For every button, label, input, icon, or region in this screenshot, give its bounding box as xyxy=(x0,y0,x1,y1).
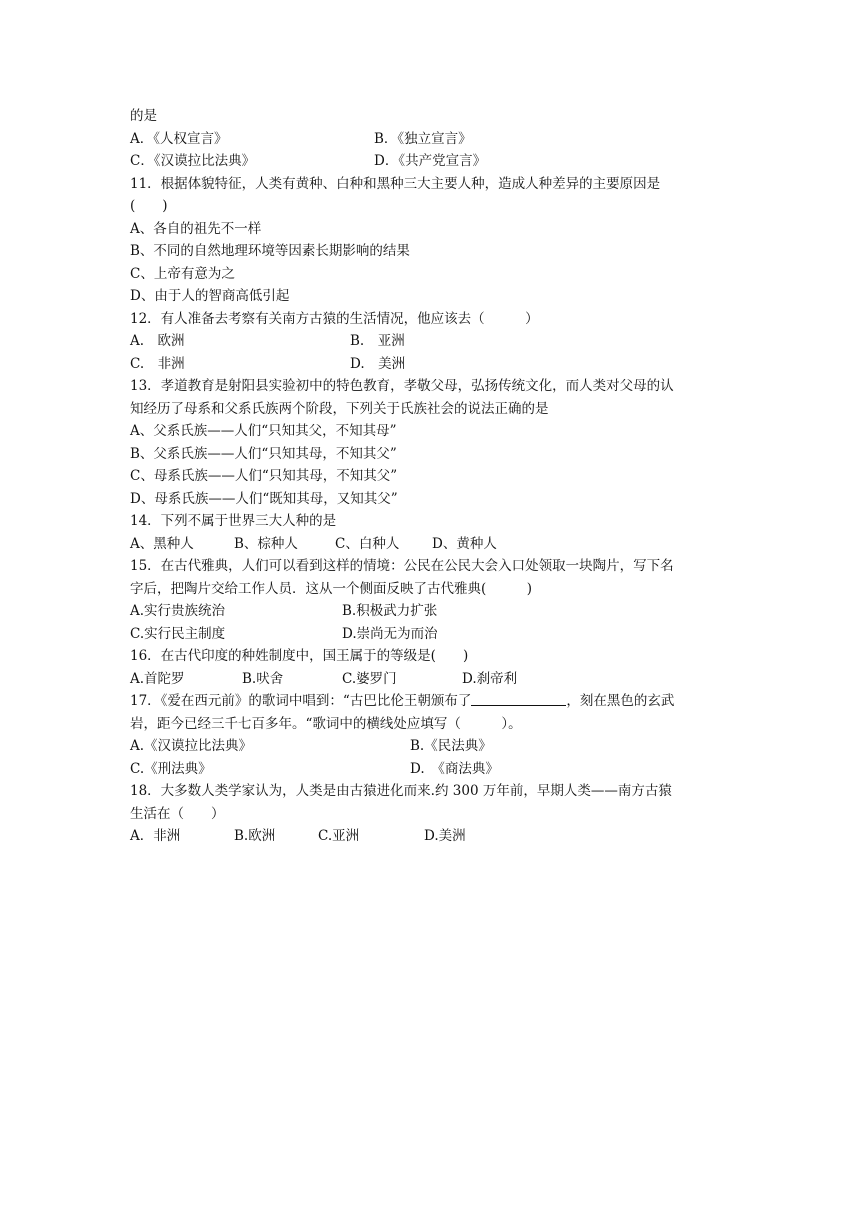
option-a: A．非洲 xyxy=(130,828,181,844)
option-d: D.崇尚无为而治 xyxy=(342,625,438,642)
option-row xyxy=(130,150,742,173)
option-d: D．《共产党宣言》 xyxy=(374,153,487,169)
option-d: D.美洲 xyxy=(424,828,466,844)
option-d: D、母系氏族——人们“既知其母，又知其父” xyxy=(130,490,398,507)
question-11-paren: ( ) xyxy=(130,198,168,214)
option-b: B.欧洲 xyxy=(234,828,276,844)
option-row xyxy=(130,353,742,376)
option-row xyxy=(130,668,742,691)
question-11-stem: 11．根据体貌特征，人类有黄种、白种和黑种三大主要人种，造成人种差异的主要原因是 xyxy=(130,175,661,192)
option-b: B．《独立宣言》 xyxy=(374,130,472,147)
option-b: B.《民法典》 xyxy=(410,738,492,754)
question-list xyxy=(130,105,742,848)
option-row xyxy=(130,600,742,623)
option-d: D.刹帝利 xyxy=(462,670,518,687)
question-18-stem: 18．大多数人类学家认为，人类是由古猿进化而来.约 300 万年前，早期人类——南方古猿 xyxy=(130,783,672,799)
question-17-stem-cont: 岩，距今已经三千七百多年。“歌词中的横线处应填写（ ）。 xyxy=(130,715,522,732)
option-a: A、父系氏族——人们“只知其父，不知其母” xyxy=(130,423,397,439)
option-row xyxy=(130,735,742,758)
option-a: A.首陀罗 xyxy=(130,670,185,687)
option-b: B. 亚洲 xyxy=(350,333,405,349)
question-16-stem: 16．在古代印度的种姓制度中，国王属于的等级是( ) xyxy=(130,648,469,664)
option-row xyxy=(130,825,742,848)
question-13-stem: 13．孝道教育是射阳县实验初中的特色教育，孝敬父母，弘扬传统文化，而人类对父母的认 xyxy=(130,378,674,394)
continued-stem: 的是 xyxy=(130,108,157,124)
option-b: B、棕种人 xyxy=(234,535,298,552)
option-c: C. 非洲 xyxy=(130,355,185,372)
option-a: A、黑种人 xyxy=(130,535,194,552)
question-18-stem-cont: 生活在（ ） xyxy=(130,805,225,822)
option-b: B、不同的自然地理环境等因素长期影响的结果 xyxy=(130,243,410,259)
option-c: C、白种人 xyxy=(335,535,400,552)
option-d: D. 《商法典》 xyxy=(410,760,499,777)
fill-blank xyxy=(471,691,566,706)
option-row xyxy=(130,758,742,781)
option-a: A、各自的祖先不一样 xyxy=(130,220,262,237)
option-b: B.吠舍 xyxy=(242,670,284,687)
option-b: B、父系氏族——人们“只知其母，不知其父” xyxy=(130,445,397,462)
option-a: A. 欧洲 xyxy=(130,333,185,349)
question-12-stem: 12．有人准备去考察有关南方古猿的生活情况，他应该去（ ） xyxy=(130,310,539,327)
option-c: C、母系氏族——人们“只知其母，不知其父” xyxy=(130,468,398,484)
question-17-stem xyxy=(130,690,742,713)
option-row xyxy=(130,128,742,151)
question-14-stem: 14．下列不属于世界三大人种的是 xyxy=(130,513,337,529)
option-row xyxy=(130,623,742,646)
option-b: B.积极武力扩张 xyxy=(342,603,438,619)
option-row xyxy=(130,330,742,353)
question-17-stem-part1: 17．《爱在西元前》的歌词中唱到：“古巴比伦王朝颁布了 xyxy=(130,693,472,709)
question-15-stem-cont: 字后，把陶片交给工作人员．这从一个侧面反映了古代雅典( ) xyxy=(130,580,533,597)
option-d: D、由于人的智商高低引起 xyxy=(130,288,290,304)
question-15-stem: 15．在古代雅典，人们可以看到这样的情境：公民在公民大会入口处领取一块陶片，写下名 xyxy=(130,558,674,574)
option-d: D. 美洲 xyxy=(350,355,406,372)
option-c: C.亚洲 xyxy=(318,828,360,844)
option-c: C.实行民主制度 xyxy=(130,625,226,642)
option-row xyxy=(130,533,742,556)
option-a: A.实行贵族统治 xyxy=(130,603,226,619)
option-a: A．《人权宣言》 xyxy=(130,130,228,147)
option-c: C．《汉谟拉比法典》 xyxy=(130,153,256,169)
question-13-stem-cont: 知经历了母系和父系氏族两个阶段，下列关于氏族社会的说法正确的是 xyxy=(130,400,549,417)
option-c: C.《刑法典》 xyxy=(130,760,212,777)
question-17-stem-part2: ，刻在黑色的玄武 xyxy=(566,693,675,709)
option-c: C.婆罗门 xyxy=(342,670,397,687)
option-a: A.《汉谟拉比法典》 xyxy=(130,738,253,754)
option-c: C、上帝有意为之 xyxy=(130,265,235,282)
option-d: D、黄种人 xyxy=(432,535,497,552)
